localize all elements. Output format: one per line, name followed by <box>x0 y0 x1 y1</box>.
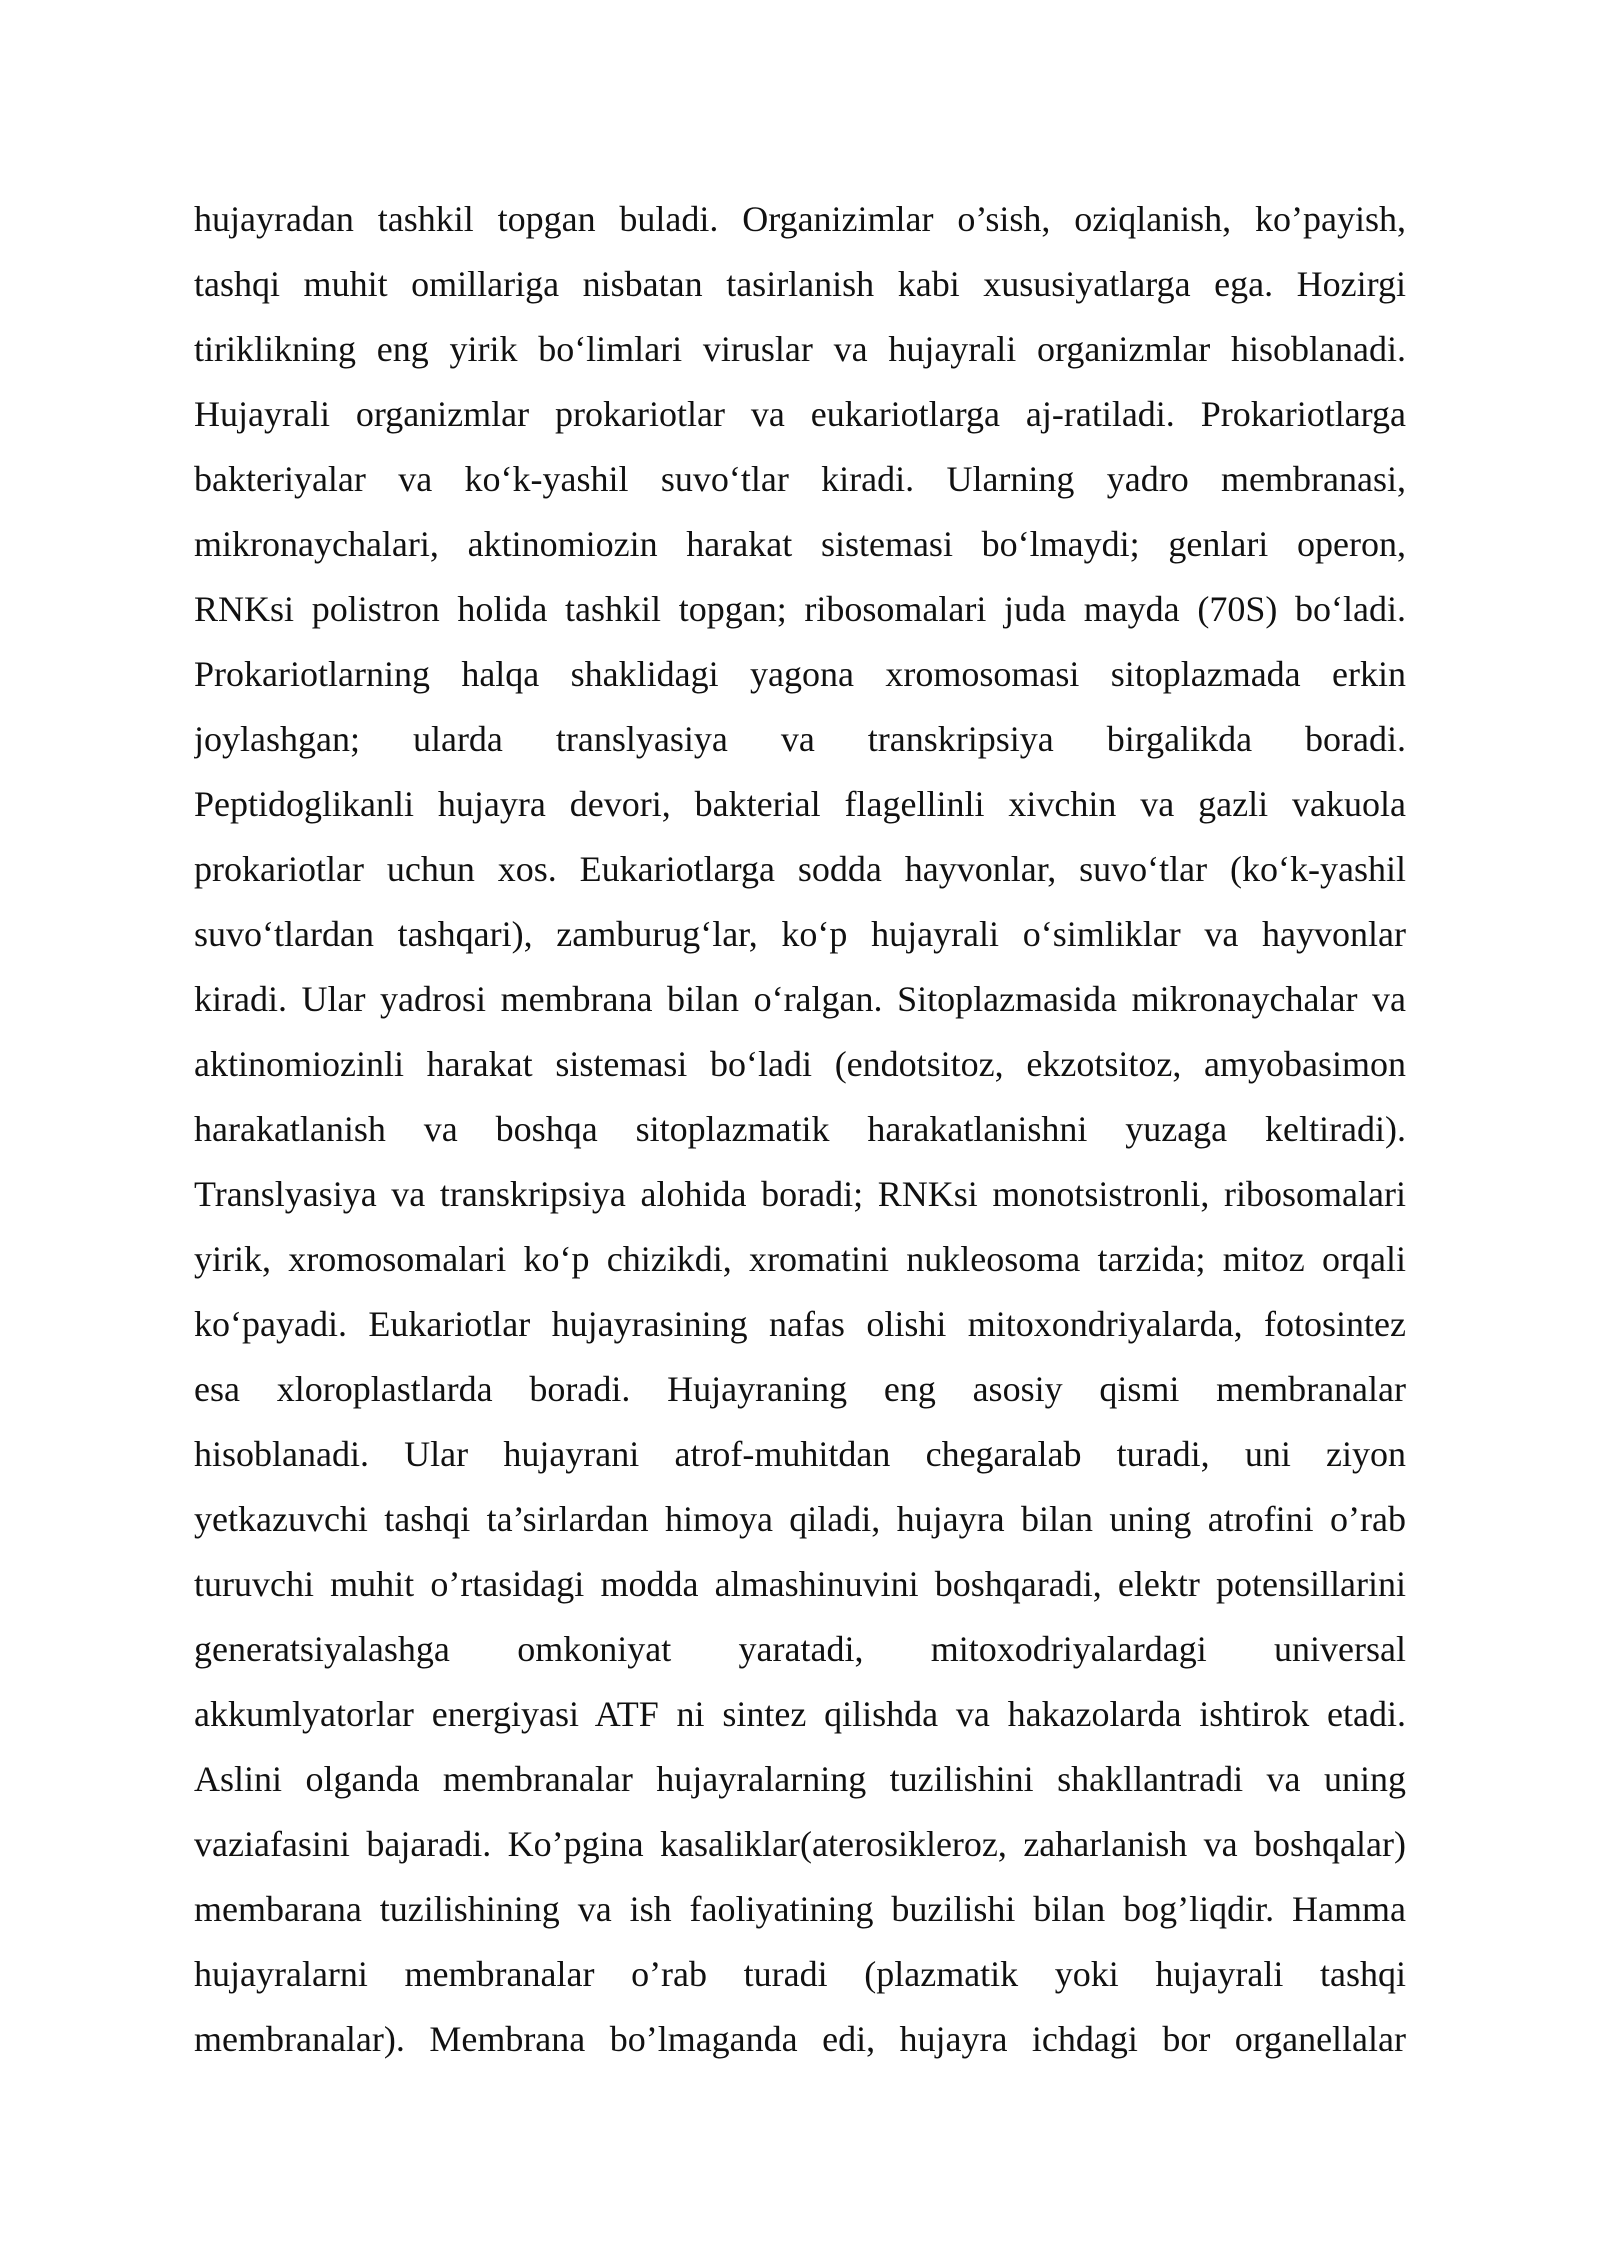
text-line: Prokariotlarning halqa shaklidagi yagona xromosomasi sitoplazmada erkin <box>194 654 1406 694</box>
text-line: membarana tuzilishining va ish faoliyatining buzilishi bilan bog’liqdir. Hamma <box>194 1889 1406 1929</box>
text-line: Peptidoglikanli hujayra devori, bakterial flagellinli xivchin va gazli vakuola <box>194 784 1406 824</box>
text-line: Aslini olganda membranalar hujayralarning tuzilishini shakllantradi va uning <box>194 1759 1406 1799</box>
text-line: akkumlyatorlar energiyasi ATF ni sintez qilishda va hakazolarda ishtirok etadi. <box>194 1694 1406 1734</box>
text-line: esa xloroplastlarda boradi. Hujayraning eng asosiy qismi membranalar <box>194 1369 1406 1409</box>
text-line: suvo‘tlardan tashqari), zamburug‘lar, ko‘p hujayrali o‘simliklar va hayvonlar <box>194 914 1406 954</box>
text-line: hujayralarni membranalar o’rab turadi (plazmatik yoki hujayrali tashqi <box>194 1954 1406 1994</box>
text-line: turuvchi muhit o’rtasidagi modda almashinuvini boshqaradi, elektr potensillarini <box>194 1564 1406 1604</box>
text-line: Hujayrali organizmlar prokariotlar va eukariotlarga aj-ratiladi. Prokariotlarga <box>194 394 1406 434</box>
text-line: membranalar). Membrana bo’lmaganda edi, hujayra ichdagi bor organellalar <box>194 2019 1406 2059</box>
text-line: yirik, xromosomalari ko‘p chizikdi, xromatini nukleosoma tarzida; mitoz orqali <box>194 1239 1406 1279</box>
text-line: Translyasiya va transkripsiya alohida boradi; RNKsi monotsistronli, ribosomalari <box>194 1174 1406 1214</box>
text-line: bakteriyalar va ko‘k-yashil suvo‘tlar kiradi. Ularning yadro membranasi, <box>194 459 1406 499</box>
text-line: ko‘payadi. Eukariotlar hujayrasining nafas olishi mitoxondriyalarda, fotosintez <box>194 1304 1406 1344</box>
text-line: kiradi. Ular yadrosi membrana bilan o‘ralgan. Sitoplazmasida mikronaychalar va <box>194 979 1406 1019</box>
text-line: RNKsi polistron holida tashkil topgan; ribosomalari juda mayda (70S) bo‘ladi. <box>194 589 1406 629</box>
text-line: hisoblanadi. Ular hujayrani atrof-muhitdan chegaralab turadi, uni ziyon <box>194 1434 1406 1474</box>
text-line: joylashgan; ularda translyasiya va transkripsiya birgalikda boradi. <box>194 719 1406 759</box>
text-line: vaziafasini bajaradi. Ko’pgina kasaliklar(aterosikleroz, zaharlanish va boshqalar) <box>194 1824 1406 1864</box>
text-line: prokariotlar uchun xos. Eukariotlarga sodda hayvonlar, suvo‘tlar (ko‘k-yashil <box>194 849 1406 889</box>
text-line: yetkazuvchi tashqi ta’sirlardan himoya qiladi, hujayra bilan uning atrofini o’rab <box>194 1499 1406 1539</box>
text-line: hujayradan tashkil topgan buladi. Organizimlar o’sish, oziqlanish, ko’payish, <box>194 199 1406 239</box>
text-line: aktinomiozinli harakat sistemasi bo‘ladi (endotsitoz, ekzotsitoz, amyobasimon <box>194 1044 1406 1084</box>
text-line: harakatlanish va boshqa sitoplazmatik harakatlanishni yuzaga keltiradi). <box>194 1109 1406 1149</box>
text-line: mikronaychalari, aktinomiozin harakat sistemasi bo‘lmaydi; genlari operon, <box>194 524 1406 564</box>
body-paragraph <box>194 190 1406 2075</box>
text-line: generatsiyalashga omkoniyat yaratadi, mitoxodriyalardagi universal <box>194 1629 1406 1669</box>
text-line: tashqi muhit omillariga nisbatan tasirlanish kabi xususiyatlarga ega. Hozirgi <box>194 264 1406 304</box>
text-line: tiriklikning eng yirik bo‘limlari viruslar va hujayrali organizmlar hisoblanadi. <box>194 329 1406 369</box>
